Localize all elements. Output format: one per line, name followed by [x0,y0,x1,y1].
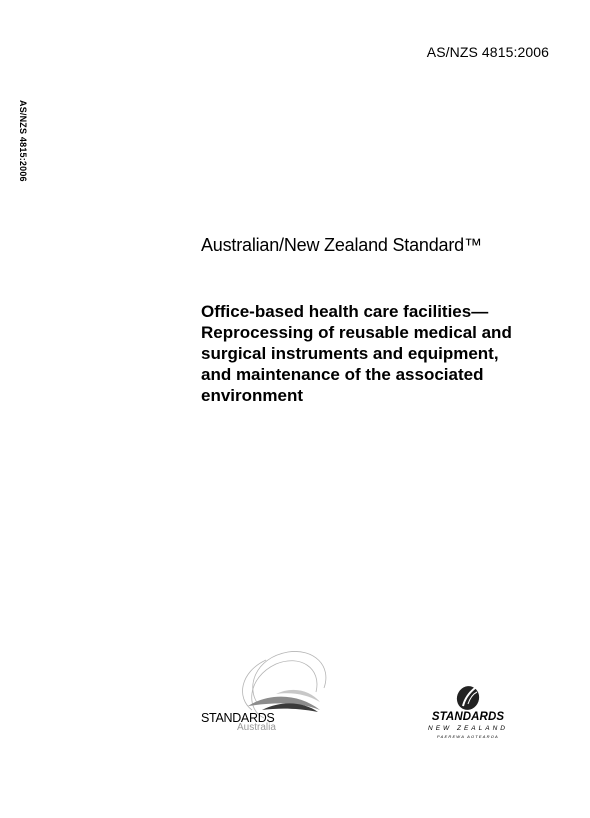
spine-document-number: AS/NZS 4815:2006 [18,100,28,182]
document-title [201,301,561,406]
logo-standards-word: STANDARDS [201,711,275,725]
title-line: environment [201,386,304,405]
document-number: AS/NZS 4815:2006 [426,44,549,60]
swoosh-logo-icon [196,648,336,748]
logo-maori-name: PAEREWA AOTEAROA [437,734,499,739]
standard-type-label: Australian/New Zealand Standard™ [201,235,482,255]
standards-new-zealand-logo [418,684,518,744]
title-line: surgical instruments and equipment, [201,344,499,363]
logo-standards-word: STANDARDS [431,711,505,723]
title-line: Office-based health care facilities— [201,302,489,321]
feather-emblem-icon [418,684,518,714]
logo-country-name: NEW ZEALAND [428,725,508,732]
title-line: Reprocessing of reusable medical and [201,323,512,342]
logo-country-name: Australia [237,722,276,733]
standards-australia-logo [196,648,336,748]
title-line: and maintenance of the associated [201,365,484,384]
